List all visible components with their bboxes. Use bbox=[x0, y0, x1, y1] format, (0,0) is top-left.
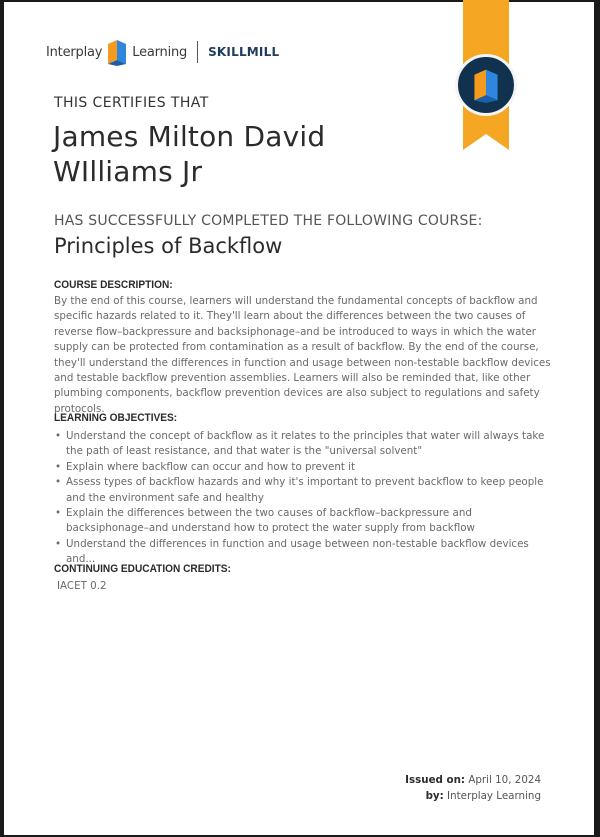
skillmill-brand: SKILLMILL bbox=[208, 45, 280, 59]
certificate-page bbox=[4, 2, 594, 835]
interplay-skillmill-logo bbox=[46, 38, 279, 66]
recipient-name bbox=[53, 119, 433, 189]
list-item: • Explain where backflow can occur and how to prevent it bbox=[54, 460, 552, 475]
credits-heading: CONTINUING EDUCATION CREDITS: bbox=[54, 563, 231, 575]
recipient-name-line-2: WIlliams Jr bbox=[53, 155, 203, 188]
learning-objectives-list bbox=[54, 429, 552, 568]
issued-by-value: Interplay Learning bbox=[447, 790, 541, 802]
issued-by bbox=[426, 790, 541, 802]
credits-value: IACET 0.2 bbox=[57, 580, 107, 592]
certifies-label: THIS CERTIFIES THAT bbox=[54, 95, 209, 111]
issued-on bbox=[405, 774, 541, 786]
list-item: • Understand the differences in function and usage between non-testable backflow devices and... bbox=[54, 537, 552, 568]
recipient-name-line-1: James Milton David bbox=[53, 120, 326, 153]
interplay-logo-mark-icon bbox=[106, 38, 128, 66]
completed-label: HAS SUCCESSFULLY COMPLETED THE FOLLOWING COURSE: bbox=[54, 213, 483, 229]
issued-by-label: by: bbox=[425, 790, 444, 802]
course-title: Principles of Backflow bbox=[54, 234, 283, 258]
logo-divider bbox=[197, 41, 198, 63]
logo-word-learning: Learning bbox=[132, 44, 188, 60]
issued-on-value: April 10, 2024 bbox=[468, 774, 541, 786]
award-seal-icon bbox=[455, 54, 517, 116]
list-item: • Assess types of backflow hazards and why it's important to prevent backflow to keep people and the environment safe and healthy bbox=[54, 475, 552, 506]
learning-objectives-heading: LEARNING OBJECTIVES: bbox=[54, 412, 178, 424]
list-item: • Explain the differences between the two causes of backflow–backpressure and backsiphonage–and understand how to protect the water supply from backflow bbox=[54, 506, 552, 537]
issued-on-label: Issued on: bbox=[405, 774, 466, 786]
logo-word-interplay: Interplay bbox=[46, 44, 103, 60]
list-item: • Understand the concept of backflow as it relates to the principles that water will always take the path of least resistance, and that water is the "universal solvent" bbox=[54, 429, 552, 460]
course-description-heading: COURSE DESCRIPTION: bbox=[54, 279, 173, 291]
course-description-text: By the end of this course, learners will understand the fundamental concepts of backflow and specific hazards related to it. They'll learn about the differences between the two causes of reverse flow–backpressure and backsiphonage–and be introduced to ways in which the water supply can be protected from contamination as a result of backflow. By the end of the course, they'll understand the differences in function and usage between non-testable backflow devices and testable backflow prevention assemblies. Learners will also be reminded that, like other plumbing components, backflow prevention devices are also subject to regulations and safety protocols. bbox=[54, 295, 551, 415]
